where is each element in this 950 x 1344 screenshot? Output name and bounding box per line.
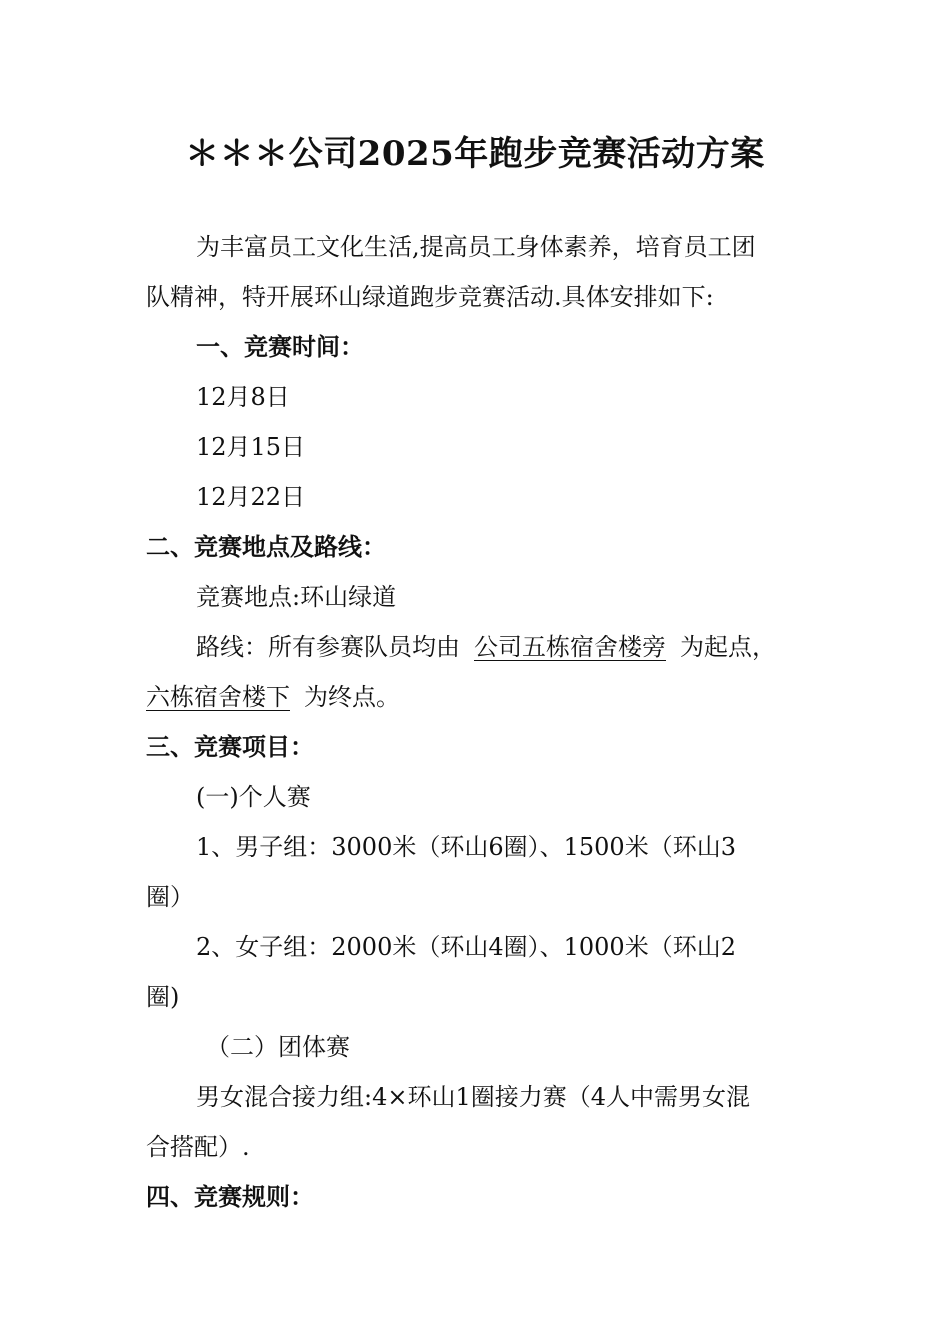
team-heading: （二）团体赛 — [206, 1033, 350, 1061]
route-suffix: 为终点。 — [304, 683, 400, 711]
date-item-1: 12月8日 — [196, 383, 290, 411]
date-item-3: 12月22日 — [196, 483, 306, 511]
women-group-line-1: 2、女子组：2000米（环山4圈）、1000米（环山2 — [196, 933, 736, 961]
route-mid: 为起点， — [680, 633, 776, 661]
men-group-line-1: 1、男子组：3000米（环山6圈）、1500米（环山3 — [196, 833, 736, 861]
men-group-line-2: 圈） — [146, 883, 194, 911]
route-line-2 — [146, 672, 811, 722]
route-start-underlined: 公司五栋宿舍楼旁 — [474, 633, 666, 661]
intro-line-2: 队精神，特开展环山绿道跑步竞赛活动.具体安排如下: — [146, 283, 714, 311]
section3-heading: 三、竞赛项目： — [146, 732, 314, 761]
intro-line-1: 为丰富员工文化生活,提高员工身体素养，培育员工团 — [196, 233, 756, 261]
route-end-underlined: 六栋宿舍楼下 — [146, 683, 290, 711]
document-title: ＊＊＊公司2025年跑步竞赛活动方案 — [185, 134, 765, 174]
section1-heading: 一、竞赛时间： — [196, 332, 364, 361]
women-group-line-2: 圈) — [146, 983, 180, 1011]
section2-heading: 二、竞赛地点及路线： — [146, 532, 386, 561]
route-line-1 — [196, 622, 811, 672]
section4-heading: 四、竞赛规则： — [146, 1182, 314, 1211]
date-item-2: 12月15日 — [196, 433, 306, 461]
individual-heading: (一)个人赛 — [196, 783, 311, 811]
relay-line-2: 合搭配）. — [146, 1133, 250, 1161]
relay-line-1: 男女混合接力组:4×环山1圈接力赛（4人中需男女混 — [196, 1083, 751, 1111]
route-prefix: 路线：所有参赛队员均由 — [196, 633, 460, 661]
location-line: 竞赛地点:环山绿道 — [196, 583, 397, 611]
